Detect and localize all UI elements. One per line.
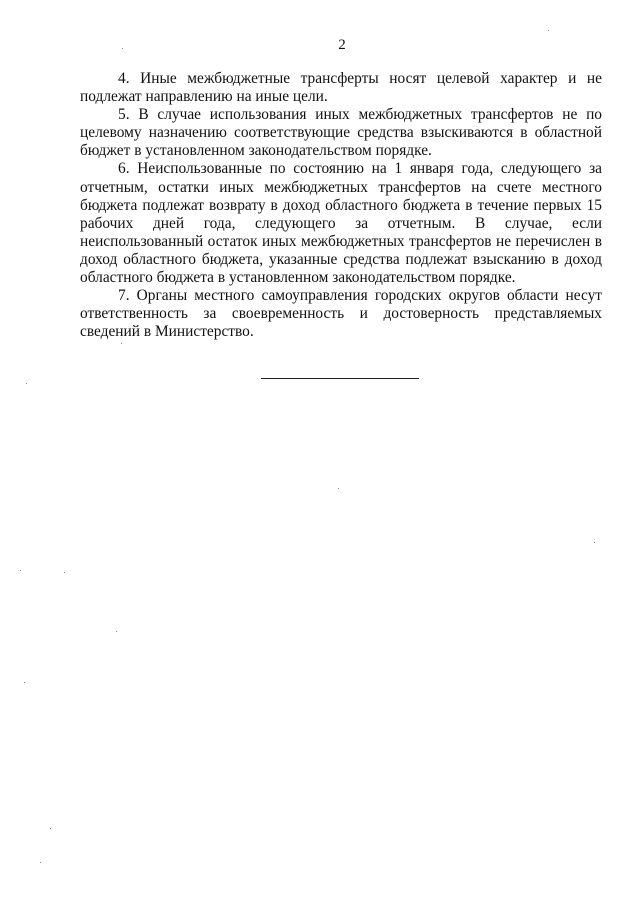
scan-speck — [548, 30, 549, 31]
paragraph-5: 5. В случае использования иных межбюджетных трансфертов не по целевому назначению соответствующие средства взыскиваются в областной бюджет в установленном законодательством порядке. — [80, 106, 602, 160]
scan-speck — [24, 682, 25, 683]
scan-speck — [64, 572, 65, 573]
scan-speck — [338, 488, 339, 489]
paragraph-4: 4. Иные межбюджетные трансферты носят целевой характер и не подлежат направлению на иные цели. — [80, 70, 602, 106]
end-divider-line — [261, 378, 419, 379]
scan-speck — [20, 570, 21, 571]
scan-speck — [40, 862, 41, 863]
scan-speck — [26, 383, 27, 384]
scan-speck — [50, 828, 51, 829]
scan-speck — [122, 48, 123, 49]
scan-speck — [116, 631, 117, 632]
paragraph-7: 7. Органы местного самоуправления городских округов области несут ответственность за своевременность и достоверность представляемых сведений в Министерство. — [80, 287, 602, 341]
document-body — [80, 70, 602, 341]
page-number: 2 — [338, 37, 346, 53]
scan-speck — [594, 542, 595, 543]
paragraph-6: 6. Неиспользованные по состоянию на 1 января года, следующего за отчетным, остатки иных межбюджетных трансфертов на счете местного бюджета подлежат возврату в доход областного бюджета в течение первых 15 рабочих дней года, следующего за отчетным. В случае, если неиспользованный остаток иных межбюджетных трансфертов не перечислен в доход областного бюджета, указанные средства подлежат взысканию в доход областного бюджета в установленном законодательством порядке. — [80, 160, 602, 287]
scan-speck — [121, 343, 122, 344]
